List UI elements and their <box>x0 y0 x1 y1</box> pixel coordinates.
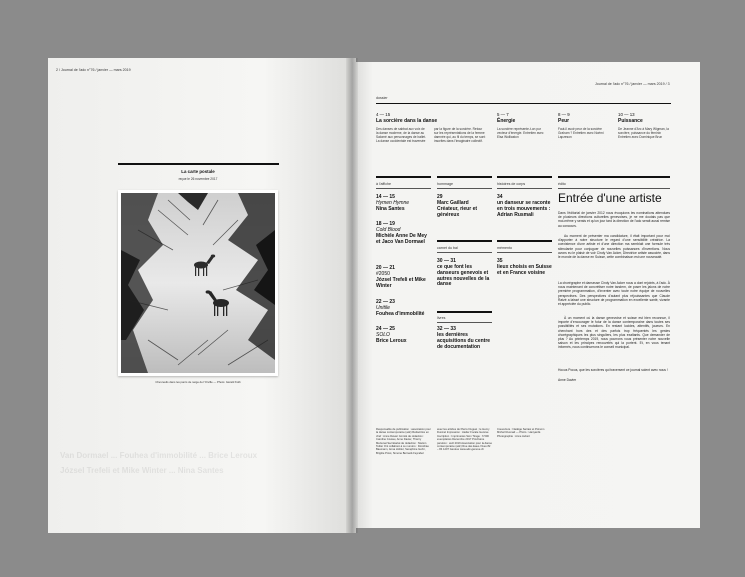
affiche-pages-4: 22 — 23 <box>376 299 395 305</box>
dossier-pages-3: 8 — 9 <box>558 112 570 117</box>
memento-text: lieux choisis en Suisse et en France voisine <box>497 264 552 276</box>
colophon-3: Couverture : Nadège Sarrasi et Prénom Michel Rusmali — Photo : Hanyardé Photographie : Anne Aubert <box>497 428 545 438</box>
left-page: 2 / Journal de l'adc n°76 / janvier — mars 2019 Van Dormael ... Fouhea d'immobilité ... Brice Leroux Józsel Trefeli et Mike Winter ... Nina Santes <box>48 58 356 533</box>
dossier-text-4: De Jeanne d'Arc à Mary Wigman, la sorcière, puissance du féminin Entretien avec Dominique Brun <box>618 127 669 140</box>
affiche-artist-5: Brice Leroux <box>376 338 407 344</box>
dossier-text-2: La sorcière représente-t-on pur vecteur d'énergie. Entretien avec Elsa Wolliaston <box>497 127 544 140</box>
edito-signature: Anne Davier <box>558 378 577 382</box>
postcard-rule <box>118 163 279 165</box>
right-page-header: Journal de l'adc n°76 / janvier — mars 2019 / 3 <box>595 82 670 86</box>
affiche-work-3: #2050 <box>376 271 390 277</box>
dossier-title-1: La sorcière dans la danse <box>376 118 438 124</box>
livres-pages: 32 — 33 <box>437 326 456 332</box>
affiche-work-2: Cold Blood <box>376 227 401 233</box>
affiche-artist-2: Michèle Anne De Mey et Jaco Van Dormael <box>376 233 427 245</box>
carnet-pages: 30 — 31 <box>437 258 456 264</box>
affiche-artist-1: Nina Santes <box>376 206 405 212</box>
dossier-title-4: Puissance <box>618 118 643 124</box>
affiche-pages-1: 14 — 15 <box>376 194 395 200</box>
category-affiche: à l'affiche <box>376 182 392 186</box>
hommage-name: Marc Gaillard <box>437 200 469 206</box>
edito-p4: À un moment où la danse genevoise et suisse est bien reconnue, il importe d'encourager le futur de la danse contemporaine dans toutes ses possibilités et ses mutations. En restant lucides, attentifs, joueurs. En cherchant hors des et des parfois trop fréquentés les gestes chorégraphiques les plus singuliers, les plus exaltants. Que demander de plus ? Au printemps 2019, nous pourrons vous présenter notre nouvelle saison et les principes renouvelés qui la portent. Et, en vous tenant informés, nous continuerons le conseil municipal. <box>558 316 670 350</box>
dossier-pages-1: 4 — 15 <box>376 112 391 117</box>
edito-p2: Au moment de présenter ma candidature, il était important pour moi d'apporter à notre structure le regard d'une sensibilité créatrice. La coexistence d'une artiste et d'une direction ma semblait une formule très stimulante pour conjuguer de nouvelles puissances d'inventions. Nous avons eu le plaisir de voir Cindy Van Acker, Directrice artiste associée, dans le monde de la danse en Suisse, cette combinaison est une nouveauté. <box>558 234 670 260</box>
category-memento: mémento <box>497 246 512 250</box>
postcard-caption: Chevreuils dans les parcs de neige de l'Orville — Photo: Gérald Kolb <box>155 380 241 384</box>
dossier-text-1: Des danses de sabbat aux voix de la danse moderne, de la danse au Salomé aux personnages de ballet. La danse occidentale est traversée par la figure de la sorcière. Retour sur les représentations de la femme damnée qui, au fil du temps, se sont inscrites dans l'imaginaire collectif. <box>376 127 486 144</box>
edito-title: Entrée d'une artiste <box>558 191 662 205</box>
dossier-title-3: Peur <box>558 118 570 124</box>
postcard-heading: La carte postale <box>181 169 215 174</box>
colophon-1: Responsable de publication : association pour la danse contemporaine (adc) Rédactrice en chef : Anne Davier Comité de rédaction : Caroline Coutau, Anne Davier, Thierry Mertenat Secrétariat de rédaction : Marion Tetlier Ont collaboré à ce numéro : Dorothée Baumann, Anna Hohler, Seraphine Gehri, Brigitte Prost, Simone Bernard-Feyrabel <box>376 428 431 455</box>
postcard-photo <box>118 190 278 376</box>
dossier-pages-2: 5 — 7 <box>497 112 509 117</box>
affiche-pages-3: 20 — 21 <box>376 265 395 271</box>
category-histoires: histoires de corps <box>497 182 526 186</box>
hommage-pages: 29 <box>437 194 443 200</box>
category-hommage: hommage <box>437 182 453 186</box>
postcard-date: reçue le 26 novembre 2017 <box>178 177 218 181</box>
affiche-work-5: SOLO <box>376 332 390 338</box>
category-edito: édito <box>558 182 566 186</box>
deer-snow-photo <box>118 190 278 376</box>
affiche-pages-5: 24 — 25 <box>376 326 395 332</box>
affiche-work-1: Hymen Hymne <box>376 200 410 206</box>
affiche-work-4: Unitile <box>376 305 390 311</box>
affiche-artist-4: Fouhea d'immobilité <box>376 311 425 317</box>
memento-pages: 35 <box>497 258 503 264</box>
affiche-pages-2: 18 — 19 <box>376 221 395 227</box>
dossier-pages-4: 10 — 13 <box>618 112 635 117</box>
dossier-text-3: Faut-il avoir peur de la sorcière Graham ? Entretien avec Noémi Lapzeson <box>558 127 604 140</box>
edito-p3: La chorégraphe et danseuse Cindy Van Acker nous a dont rejoints, à l'adc. À nous maintenant de concrétiser notre tandem, de poser les jalons de notre première programmation, d'inventer avec toute notre équipe de nouvelles perspectives. Des perspectives d'autant plus réjouissantes que Claude Ratzé a laissé une structure de programmation en excellente santé, vivante et appréciée du public. <box>558 281 671 307</box>
category-carnet: carnet du bal <box>437 246 458 250</box>
hommage-text: Créateur, rieur et généreux <box>437 206 478 218</box>
colophon-2: avec les articles de Pierre Duguet ; le Henry Duvinel Impression : Atelier Focale Genève Inscription : Imprimeries Sion Tirage : 6 500 exemplaires Décembre 2017 Prochaine parution : avril 2019 Association pour la danse contemporaine (adc) Rue des Eaux-Vives 82 – 84 1207 Genève www.adc-geneve.ch <box>437 428 492 452</box>
histoires-text: un danseur se raconte en trois mouvements : Adrian Rusmali <box>497 200 551 218</box>
left-page-header: 2 / Journal de l'adc n°76 / janvier — mars 2019 <box>56 68 131 72</box>
edito-p1: Dans l'éditorial de janvier 2012 nous évoquions les nominations attendues de plusieurs directions culturelles genevoises, je ne me doutais pas que moi-même y serais et qu'un jour tard la direction de l'adc serait aussi remise au concours. <box>558 211 670 228</box>
category-dossier: dossier <box>376 96 388 100</box>
dossier-title-2: Énergie <box>497 118 516 124</box>
affiche-artist-3: Józsel Trefeli et Mike Winter <box>376 277 426 289</box>
edito-p5: Hocus Pocus, que les sorcières qui traversent ce journal soient avec nous ! <box>558 368 668 372</box>
histoires-pages: 34 <box>497 194 503 200</box>
carnet-text: ce que font les danseurs genevois et autres nouvelles de la danse <box>437 264 490 288</box>
livres-text: les dernières acquisitions du centre de documentation <box>437 332 491 350</box>
category-livres: livres <box>437 316 446 320</box>
